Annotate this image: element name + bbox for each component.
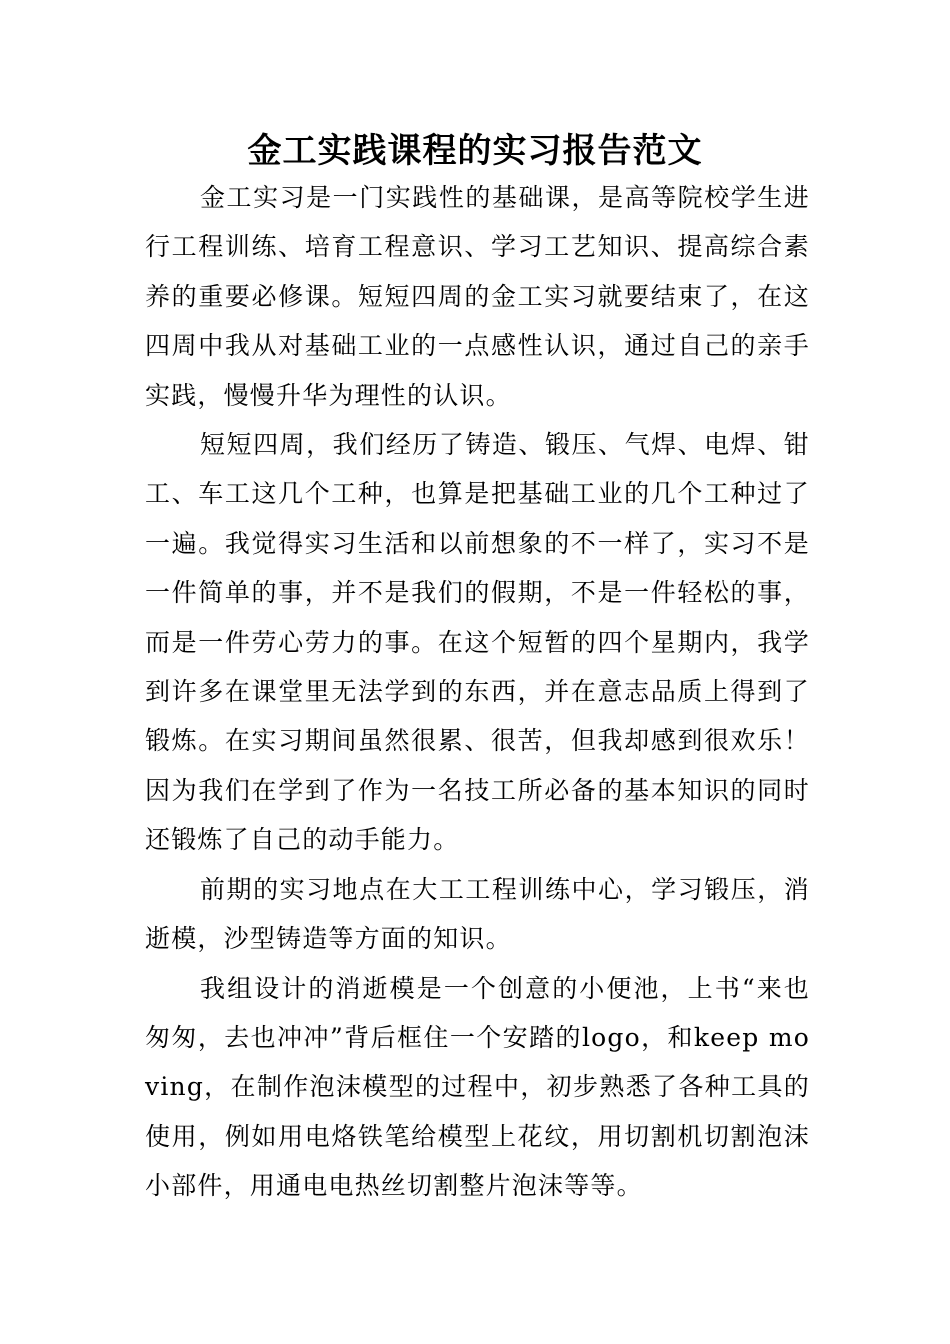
paragraph-1: 金工实习是一门实践性的基础课，是高等院校学生进行工程训练、培育工程意识、学习工艺知识、提高综合素养的重要必修课。短短四周的金工实习就要结束了，在这四周中我从对基础工业的一点感性认识，通过自己的亲手实践，慢慢升华为理性的认识。 bbox=[145, 183, 810, 410]
paragraph-2: 短短四周，我们经历了铸造、锻压、气焊、电焊、钳工、车工这几个工种，也算是把基础工业的几个工种过了一遍。我觉得实习生活和以前想象的不一样了，实习不是一件简单的事，并不是我们的假期，不是一件轻松的事，而是一件劳心劳力的事。在这个短暂的四个星期内，我学到许多在课堂里无法学到的东西，并在意志品质上得到了锻炼。在实习期间虽然很累、很苦，但我却感到很欢乐！因为我们在学到了作为一名技工所必备的基本知识的同时还锻炼了自己的动手能力。 bbox=[145, 430, 810, 855]
document-title: 金工实践课程的实习报告范文 bbox=[247, 131, 703, 171]
paragraph-3: 前期的实习地点在大工工程训练中心，学习锻压，消逝模，沙型铸造等方面的知识。 bbox=[145, 874, 810, 954]
document-body bbox=[145, 173, 810, 1211]
paragraph-4: 我组设计的消逝模是一个创意的小便池，上书“来也匆匆，去也冲冲”背后框住一个安踏的logo，和keep moving，在制作泡沫模型的过程中，初步熟悉了各种工具的使用，例如用电烙铁笔给模型上花纹，用切割机切割泡沫小部件，用通电电热丝切割整片泡沫等等。 bbox=[145, 973, 810, 1201]
